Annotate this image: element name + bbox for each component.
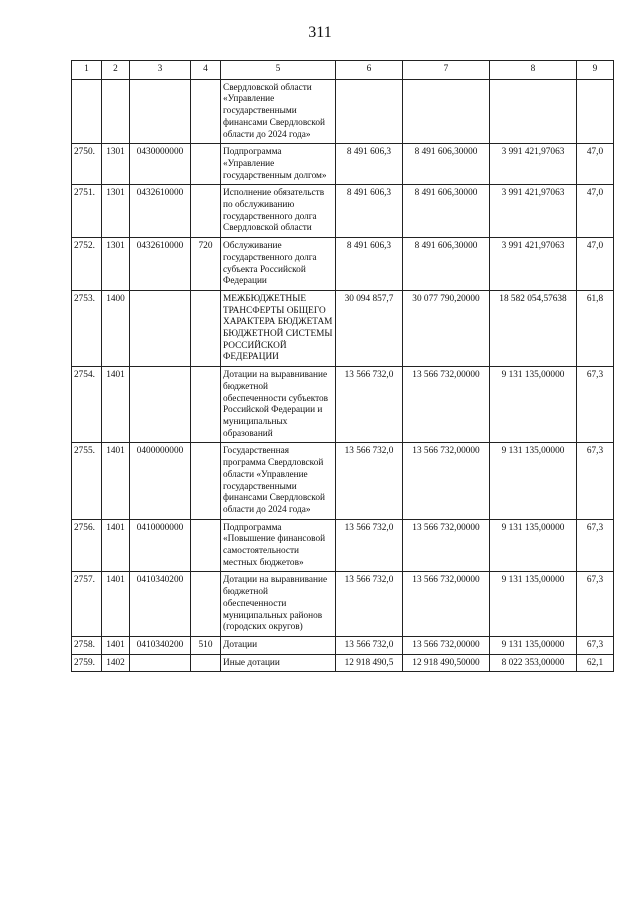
section-code-cell: 1301 bbox=[102, 185, 130, 238]
section-code-cell: 1400 bbox=[102, 290, 130, 366]
amount-3-cell: 8 022 353,00000 bbox=[490, 654, 577, 672]
expense-type-cell bbox=[191, 654, 221, 672]
percent-cell bbox=[577, 79, 614, 144]
expense-type-cell bbox=[191, 572, 221, 637]
table-row bbox=[72, 290, 614, 366]
item-name-cell: Государственная программа Свердловской области «Управление государственными финансами Свердловской области до 2024 года» bbox=[221, 443, 336, 519]
amount-2-cell: 13 566 732,00000 bbox=[403, 367, 490, 443]
row-number-cell: 2754. bbox=[72, 367, 102, 443]
table-row bbox=[72, 79, 614, 144]
row-number-cell: 2759. bbox=[72, 654, 102, 672]
table-row bbox=[72, 443, 614, 519]
expense-type-cell: 510 bbox=[191, 636, 221, 654]
row-number-cell: 2756. bbox=[72, 519, 102, 572]
table-row bbox=[72, 185, 614, 238]
amount-1-cell: 13 566 732,0 bbox=[336, 443, 403, 519]
item-name-cell: МЕЖБЮДЖЕТНЫЕ ТРАНСФЕРТЫ ОБЩЕГО ХАРАКТЕРА БЮДЖЕТАМ БЮДЖЕТНОЙ СИСТЕМЫ РОССИЙСКОЙ ФЕДЕРАЦИИ bbox=[221, 290, 336, 366]
column-header: 4 bbox=[191, 61, 221, 80]
column-header: 5 bbox=[221, 61, 336, 80]
column-header: 7 bbox=[403, 61, 490, 80]
section-code-cell: 1402 bbox=[102, 654, 130, 672]
section-code-cell: 1401 bbox=[102, 636, 130, 654]
row-number-cell bbox=[72, 79, 102, 144]
target-article-cell bbox=[130, 290, 191, 366]
percent-cell: 47,0 bbox=[577, 185, 614, 238]
item-name-cell: Дотации на выравнивание бюджетной обеспеченности субъектов Российской Федерации и муниципальных образований bbox=[221, 367, 336, 443]
percent-cell: 61,8 bbox=[577, 290, 614, 366]
target-article-cell: 0432610000 bbox=[130, 185, 191, 238]
amount-2-cell: 8 491 606,30000 bbox=[403, 144, 490, 185]
item-name-cell: Свердловской области «Управление государственными финансами Свердловской области до 2024 года» bbox=[221, 79, 336, 144]
table-row bbox=[72, 238, 614, 291]
amount-1-cell: 13 566 732,0 bbox=[336, 636, 403, 654]
expense-type-cell bbox=[191, 443, 221, 519]
target-article-cell bbox=[130, 79, 191, 144]
expense-type-cell bbox=[191, 290, 221, 366]
amount-2-cell: 8 491 606,30000 bbox=[403, 185, 490, 238]
amount-1-cell: 8 491 606,3 bbox=[336, 185, 403, 238]
amount-3-cell: 9 131 135,00000 bbox=[490, 519, 577, 572]
percent-cell: 47,0 bbox=[577, 238, 614, 291]
row-number-cell: 2758. bbox=[72, 636, 102, 654]
section-code-cell: 1301 bbox=[102, 144, 130, 185]
section-code-cell bbox=[102, 79, 130, 144]
percent-cell: 67,3 bbox=[577, 636, 614, 654]
budget-table bbox=[71, 60, 614, 672]
section-code-cell: 1401 bbox=[102, 367, 130, 443]
table-row bbox=[72, 367, 614, 443]
page-number: 311 bbox=[308, 24, 332, 41]
column-header: 1 bbox=[72, 61, 102, 80]
table-row bbox=[72, 654, 614, 672]
target-article-cell bbox=[130, 654, 191, 672]
column-header: 9 bbox=[577, 61, 614, 80]
expense-type-cell bbox=[191, 519, 221, 572]
item-name-cell: Исполнение обязательств по обслуживанию государственного долга Свердловской области bbox=[221, 185, 336, 238]
amount-2-cell: 13 566 732,00000 bbox=[403, 636, 490, 654]
expense-type-cell bbox=[191, 144, 221, 185]
percent-cell: 67,3 bbox=[577, 443, 614, 519]
row-number-cell: 2752. bbox=[72, 238, 102, 291]
section-code-cell: 1401 bbox=[102, 519, 130, 572]
amount-3-cell: 9 131 135,00000 bbox=[490, 636, 577, 654]
amount-3-cell: 3 991 421,97063 bbox=[490, 144, 577, 185]
table-row bbox=[72, 519, 614, 572]
percent-cell: 67,3 bbox=[577, 572, 614, 637]
amount-1-cell: 12 918 490,5 bbox=[336, 654, 403, 672]
amount-3-cell: 9 131 135,00000 bbox=[490, 572, 577, 637]
amount-1-cell: 8 491 606,3 bbox=[336, 144, 403, 185]
amount-2-cell: 12 918 490,50000 bbox=[403, 654, 490, 672]
section-code-cell: 1401 bbox=[102, 443, 130, 519]
column-header: 6 bbox=[336, 61, 403, 80]
target-article-cell: 0410340200 bbox=[130, 636, 191, 654]
item-name-cell: Обслуживание государственного долга субъекта Российской Федерации bbox=[221, 238, 336, 291]
amount-2-cell: 13 566 732,00000 bbox=[403, 443, 490, 519]
expense-type-cell bbox=[191, 79, 221, 144]
percent-cell: 67,3 bbox=[577, 519, 614, 572]
amount-2-cell: 13 566 732,00000 bbox=[403, 572, 490, 637]
row-number-cell: 2750. bbox=[72, 144, 102, 185]
section-code-cell: 1301 bbox=[102, 238, 130, 291]
amount-2-cell: 30 077 790,20000 bbox=[403, 290, 490, 366]
expense-type-cell: 720 bbox=[191, 238, 221, 291]
amount-1-cell: 13 566 732,0 bbox=[336, 519, 403, 572]
target-article-cell: 0410000000 bbox=[130, 519, 191, 572]
row-number-cell: 2755. bbox=[72, 443, 102, 519]
amount-1-cell: 8 491 606,3 bbox=[336, 238, 403, 291]
column-header: 8 bbox=[490, 61, 577, 80]
target-article-cell: 0400000000 bbox=[130, 443, 191, 519]
target-article-cell: 0430000000 bbox=[130, 144, 191, 185]
item-name-cell: Дотации bbox=[221, 636, 336, 654]
item-name-cell: Иные дотации bbox=[221, 654, 336, 672]
amount-1-cell: 30 094 857,7 bbox=[336, 290, 403, 366]
percent-cell: 62,1 bbox=[577, 654, 614, 672]
item-name-cell: Подпрограмма «Повышение финансовой самостоятельности местных бюджетов» bbox=[221, 519, 336, 572]
row-number-cell: 2751. bbox=[72, 185, 102, 238]
amount-3-cell: 3 991 421,97063 bbox=[490, 238, 577, 291]
expense-type-cell bbox=[191, 185, 221, 238]
column-header: 2 bbox=[102, 61, 130, 80]
item-name-cell: Подпрограмма «Управление государственным долгом» bbox=[221, 144, 336, 185]
target-article-cell bbox=[130, 367, 191, 443]
table-row bbox=[72, 636, 614, 654]
amount-2-cell: 8 491 606,30000 bbox=[403, 238, 490, 291]
amount-2-cell bbox=[403, 79, 490, 144]
percent-cell: 67,3 bbox=[577, 367, 614, 443]
amount-3-cell: 9 131 135,00000 bbox=[490, 443, 577, 519]
section-code-cell: 1401 bbox=[102, 572, 130, 637]
table-row bbox=[72, 144, 614, 185]
row-number-cell: 2753. bbox=[72, 290, 102, 366]
amount-2-cell: 13 566 732,00000 bbox=[403, 519, 490, 572]
amount-1-cell: 13 566 732,0 bbox=[336, 367, 403, 443]
target-article-cell: 0432610000 bbox=[130, 238, 191, 291]
item-name-cell: Дотации на выравнивание бюджетной обеспеченности муниципальных районов (городских округов) bbox=[221, 572, 336, 637]
percent-cell: 47,0 bbox=[577, 144, 614, 185]
amount-3-cell: 3 991 421,97063 bbox=[490, 185, 577, 238]
amount-3-cell: 9 131 135,00000 bbox=[490, 367, 577, 443]
header-row bbox=[72, 61, 614, 80]
row-number-cell: 2757. bbox=[72, 572, 102, 637]
table-row bbox=[72, 572, 614, 637]
amount-3-cell: 18 582 054,57638 bbox=[490, 290, 577, 366]
expense-type-cell bbox=[191, 367, 221, 443]
column-header: 3 bbox=[130, 61, 191, 80]
target-article-cell: 0410340200 bbox=[130, 572, 191, 637]
amount-3-cell bbox=[490, 79, 577, 144]
amount-1-cell: 13 566 732,0 bbox=[336, 572, 403, 637]
amount-1-cell bbox=[336, 79, 403, 144]
